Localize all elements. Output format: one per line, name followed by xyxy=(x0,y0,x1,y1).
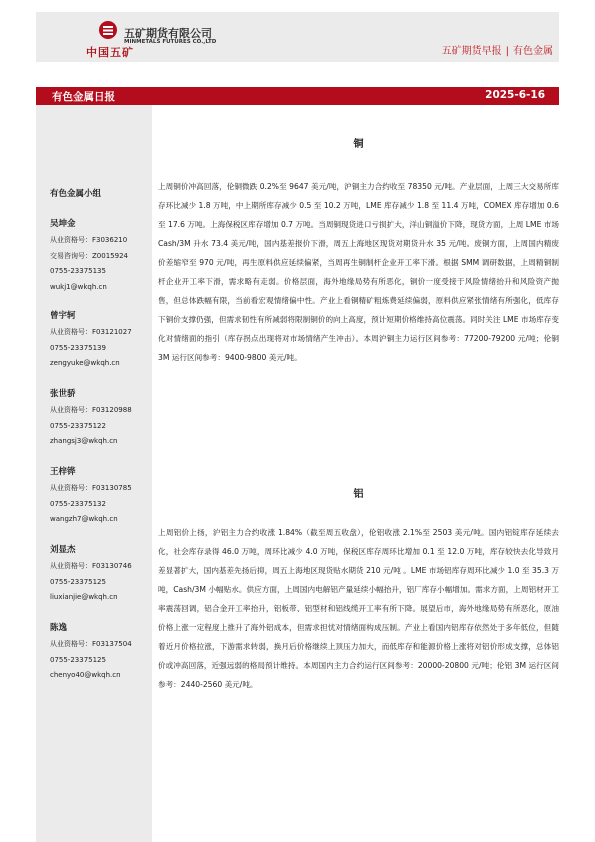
minmetals-logo-icon xyxy=(98,20,118,40)
analyst-name: 刘显杰 xyxy=(50,545,76,555)
analyst-email: wangzh7@wkqh.cn xyxy=(50,515,118,523)
analyst-consult-license: 交易咨询号：Z0015924 xyxy=(50,251,128,260)
section-title-copper: 铜 xyxy=(353,139,364,150)
team-title: 有色金属小组 xyxy=(50,189,102,199)
section-body-copper: 上周铜价冲高回落，伦铜微跌 0.2%至 9647 美元/吨，沪铜主力合约收至 78350 元/吨。产业层面，上周三大交易所库存环比减少 1.8 万吨，中上期所库存减少 0.5 至 10.2 万吨，LME 库存减少 1.8 至 11.4 万吨，COMEX 库存增加 0.6 至 17.6 万吨。上海保税区库存增加 0.7 万吨。当周铜现货进口亏损扩大，洋山铜溢价下降，现货方面，上周 LME 市场 Cash/3M 升水 73.4 美元/吨，国内基差报价下滑，周五上海地区现货对期货升水 35 元/吨。废铜方面，上周国内精废价差缩窄至 970 元/吨，再生原料供应延续偏紧，当周再生铜制杆企业开工率下滑。根据 SMM 调研数据，上周精铜制杆企业开工率下滑，需求略有走弱。价格层面，海外地缘局势有所恶化，铜价一度受接于风险情绪抬升和风险资产抛售，但总体跌幅有限，当前看宏观情绪偏中性。产业上看铜精矿粗炼费延续偏弱，原料供应紧张情绪有所强化，低库存下铜价支撑仍强，但需求韧性有所减弱将限制铜价的向上高度，预计短期价格维持高位震荡。同时关注 LME 市场库存变化对情绪面的指引（库存拐点出现将对市场情绪产生冲击）。本周沪铜主力运行区间参考：77200-79200 元/吨；伦铜 3M 运行区间参考：9400-9800 美元/吨。 xyxy=(158,182,559,362)
section-body-aluminum: 上周铝价上扬，沪铝主力合约收涨 1.84%（截至周五收盘），伦铝收涨 2.1%至 2503 美元/吨。国内铝锭库存延续去化，社会库存录得 46.0 万吨，周环比减少 4.0 万吨，保税区库存周环比增加 0.1 至 12.0 万吨，库存较快去化导致月差显著扩大，国内基差先扬后抑，周五上海地区现货贴水期货 210 元/吨 。LME 市场铝库存周环比减少 1.0 至 35.3 万吨，Cash/3M 小幅贴水。供应方面，上周国内电解铝产量延续小幅抬升，铝厂库存小幅增加。需求方面，上周铝材开工率震荡回调，铝合金开工率抬升，铝板带、铝型材和铝线缆开工率有所下降。展望后市，海外地缘局势有所恶化，原油价格上涨一定程度上推升了海外铝成本，但需求担忧对情绪面构成压制。产业上看国内铝库存依然处于多年低位，但随着近月价格拉涨，下游需求转弱，换月后价格继续上顶压力加大，而低库存和能源价格上涨将对铝价形成支撑，总体铝价或冲高回落，近强远弱的格局预计维持。本周国内主力合约运行区间参考：20000-20800 元/吨；伦铝 3M 运行区间参考：2440-2560 美元/吨。 xyxy=(158,528,559,689)
report-banner xyxy=(36,87,559,105)
analyst-phone: 0755-23375125 xyxy=(50,655,106,664)
analyst-card xyxy=(50,215,128,295)
analyst-card xyxy=(50,619,132,684)
page-header xyxy=(36,12,559,62)
analyst-name: 王梓铧 xyxy=(50,467,76,477)
analyst-email: zhangsj3@wkqh.cn xyxy=(50,437,118,445)
analyst-phone: 0755-23375135 xyxy=(50,267,106,275)
analyst-phone: 0755-23375132 xyxy=(50,499,106,508)
logo-text: 中国五矿 xyxy=(86,46,134,59)
analyst-phone: 0755-23375139 xyxy=(50,343,106,352)
report-date: 2025-6-16 xyxy=(485,89,545,101)
report-series-label xyxy=(442,42,553,57)
analyst-card xyxy=(50,307,132,372)
report-title: 有色金属日报 xyxy=(52,91,115,103)
analyst-name: 吴坤金 xyxy=(50,219,76,229)
analyst-license: 从业资格号：F03130746 xyxy=(50,562,132,570)
analyst-email: zengyuke@wkqh.cn xyxy=(50,359,120,367)
report-series: 五矿期货早报 xyxy=(441,46,502,57)
analyst-email: chenyo40@wkqh.cn xyxy=(50,671,121,679)
report-section: 有色金属 xyxy=(513,46,553,57)
analyst-name: 陈逸 xyxy=(50,623,68,633)
analyst-sidebar xyxy=(36,105,152,842)
analyst-email: wukj1@wkqh.cn xyxy=(50,282,107,291)
analyst-license: 从业资格号：F03137504 xyxy=(50,640,132,648)
analyst-license: 从业资格号：F3036210 xyxy=(50,236,128,244)
analyst-card xyxy=(50,463,132,528)
analyst-license: 从业资格号：F03121027 xyxy=(50,328,132,336)
analyst-phone: 0755-23375125 xyxy=(50,577,106,586)
company-name-cn: 五矿期货有限公司 xyxy=(124,27,212,40)
analyst-email: liuxianjie@wkqh.cn xyxy=(50,593,118,601)
analyst-name: 张世骄 xyxy=(50,389,76,399)
analyst-phone: 0755-23375122 xyxy=(50,421,106,430)
section-title-aluminum: 铝 xyxy=(353,489,364,500)
analyst-card xyxy=(50,541,132,606)
analyst-name: 曾宇轲 xyxy=(50,311,76,321)
analyst-license: 从业资格号：F03130785 xyxy=(50,484,132,492)
analyst-card xyxy=(50,385,132,450)
header-separator: | xyxy=(505,46,509,57)
analyst-license: 从业资格号：F03120988 xyxy=(50,406,132,414)
company-name-en: MINMETALS FUTURES CO.,LTD xyxy=(124,39,217,45)
